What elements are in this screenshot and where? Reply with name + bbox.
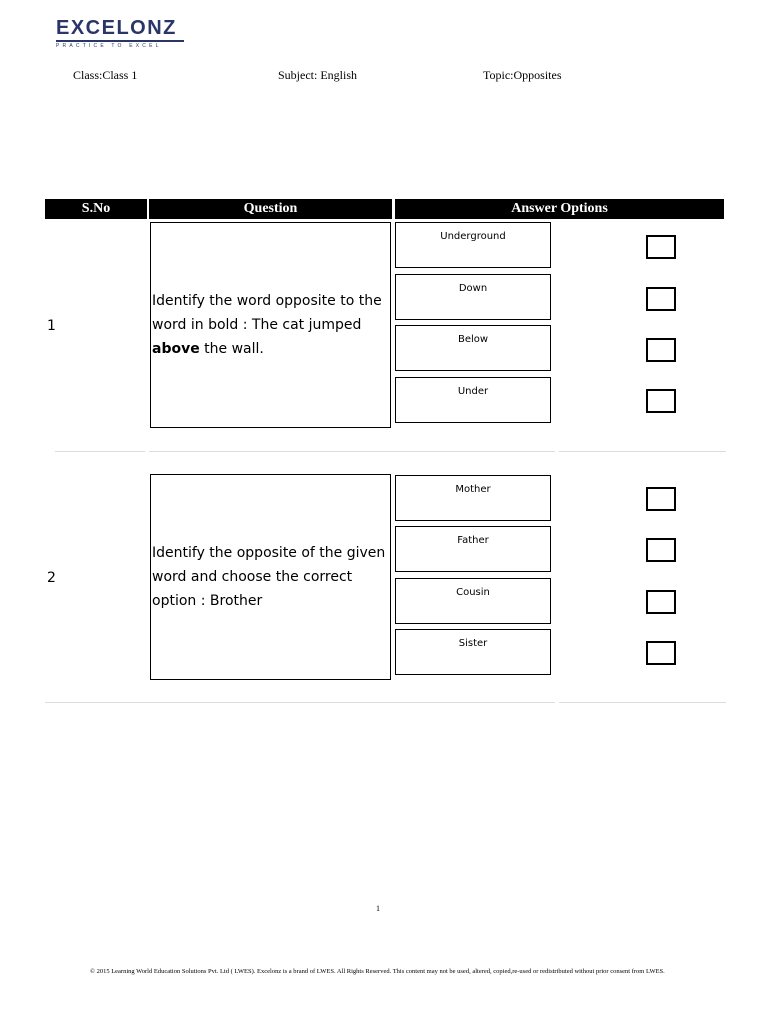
row-separator	[559, 451, 726, 452]
excelonz-logo	[56, 18, 186, 49]
question-text-part: the wall.	[199, 341, 264, 357]
question-text	[151, 289, 390, 361]
row-separator	[45, 702, 555, 703]
class-label: Class:Class 1	[73, 68, 138, 82]
answer-option[interactable]: Under	[395, 377, 551, 423]
answer-option[interactable]: Underground	[395, 222, 551, 268]
logo-rule	[56, 40, 184, 42]
row-separator	[55, 451, 145, 452]
row-number: 2	[47, 570, 56, 586]
answer-checkbox[interactable]	[646, 538, 676, 562]
topic-label: Topic:Opposites	[483, 68, 562, 82]
answer-option[interactable]: Sister	[395, 629, 551, 675]
answer-option[interactable]: Cousin	[395, 578, 551, 624]
answer-checkbox[interactable]	[646, 287, 676, 311]
column-header-question: Question	[149, 199, 392, 219]
answer-checkbox[interactable]	[646, 389, 676, 413]
question-text: Identify the opposite of the given word and choose the correct option : Brother	[152, 545, 386, 609]
row-number: 1	[47, 318, 56, 334]
question-box	[150, 222, 391, 428]
question-text-part: Identify the word opposite to the word in bold : The cat jumped	[152, 293, 382, 333]
answer-option[interactable]: Down	[395, 274, 551, 320]
logo-wordmark: EXCELONZ	[56, 17, 177, 39]
copyright-footer: © 2015 Learning World Education Solutions Pvt. Ltd ( LWES). Excelonz is a brand of LWES. All Rights Reserved. This content may not be used, altered, copied,re-used or redistributed without prior consent from LWES.	[90, 968, 665, 975]
question-bold-word: above	[152, 341, 200, 357]
answer-option[interactable]: Father	[395, 526, 551, 572]
row-separator	[149, 451, 555, 452]
answer-checkbox[interactable]	[646, 641, 676, 665]
question-box	[150, 474, 391, 680]
subject-label: Subject: English	[278, 68, 357, 82]
column-header-sno: S.No	[45, 199, 147, 219]
answer-option[interactable]: Below	[395, 325, 551, 371]
logo-tagline: PRACTICE TO EXCEL	[56, 43, 162, 49]
answer-checkbox[interactable]	[646, 338, 676, 362]
page-number: 1	[376, 904, 380, 913]
row-separator	[559, 702, 726, 703]
column-header-answer-options: Answer Options	[395, 199, 724, 219]
answer-checkbox[interactable]	[646, 235, 676, 259]
answer-option[interactable]: Mother	[395, 475, 551, 521]
answer-checkbox[interactable]	[646, 590, 676, 614]
answer-checkbox[interactable]	[646, 487, 676, 511]
